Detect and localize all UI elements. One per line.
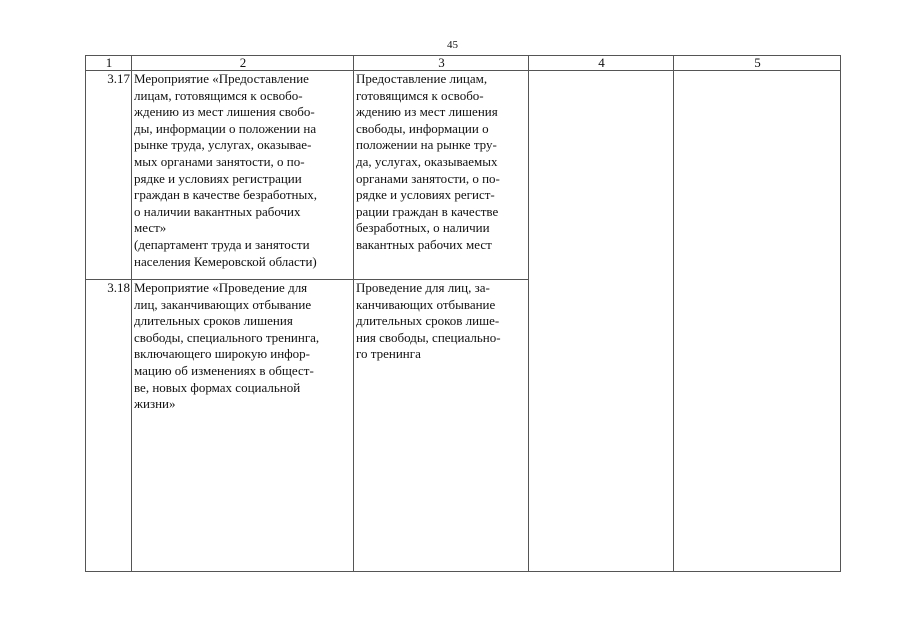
text-line: Мероприятие «Предоставление <box>134 71 309 86</box>
text-line: да, услугах, оказываемых <box>356 153 498 169</box>
column-header-1: 1 <box>86 56 132 71</box>
text-line: безработных, о наличии <box>356 220 490 236</box>
text-line: лиц, заканчивающих отбывание <box>134 296 312 312</box>
text-line: мацию об изменениях в общест- <box>134 362 314 378</box>
header-row <box>86 56 841 71</box>
text-line: свободы, специального тренинга, <box>134 329 320 345</box>
column-header-2: 2 <box>132 56 354 71</box>
column-5-cell <box>674 71 841 572</box>
text-line: положении на рынке тру- <box>356 137 497 153</box>
text-line: Мероприятие «Проведение для <box>134 280 308 295</box>
text-line: мых органами занятости, о по- <box>134 153 305 169</box>
row-number: 3.17 <box>86 71 132 280</box>
text-line: мест» <box>134 220 167 236</box>
text-line: готовящимся к освобо- <box>356 87 484 103</box>
table-row <box>86 71 841 280</box>
measure-description <box>132 280 354 572</box>
column-4-cell <box>529 71 674 572</box>
text-line: Предоставление лицам, <box>356 71 488 86</box>
text-line: населения Кемеровской области) <box>134 253 317 269</box>
text-line: ждению из мест лишения <box>356 104 498 120</box>
column-header-3: 3 <box>354 56 529 71</box>
text-line: рядке и условиях регист- <box>356 187 495 203</box>
text-line: свободы, информации о <box>356 120 489 136</box>
text-line: ды, информации о положении на <box>134 120 317 136</box>
text-line: канчивающих отбывание <box>356 296 496 312</box>
measure-result <box>354 280 529 572</box>
text-line: рядке и условиях регистрации <box>134 170 302 186</box>
text-line: о наличии вакантных рабочих <box>134 203 301 219</box>
text-line: лицам, готовящимся к освобо- <box>134 87 303 103</box>
text-line: (департамент труда и занятости <box>134 236 310 252</box>
row-number: 3.18 <box>86 280 132 572</box>
measure-result <box>354 71 529 280</box>
text-line: длительных сроков лишения <box>134 313 293 329</box>
column-header-5: 5 <box>674 56 841 71</box>
column-header-4: 4 <box>529 56 674 71</box>
text-line: органами занятости, о по- <box>356 170 500 186</box>
text-line: ждению из мест лишения свобо- <box>134 104 315 120</box>
page-number: 45 <box>447 39 458 51</box>
text-line: включающего широкую инфор- <box>134 346 310 362</box>
text-line: вакантных рабочих мест <box>356 236 492 252</box>
measure-description <box>132 71 354 280</box>
text-line: Проведение для лиц, за- <box>356 280 490 295</box>
text-line: граждан в качестве безработных, <box>134 187 317 203</box>
text-line: жизни» <box>134 396 176 412</box>
text-line: ния свободы, специально- <box>356 329 501 345</box>
text-line: го тренинга <box>356 346 421 362</box>
text-line: длительных сроков лише- <box>356 313 500 329</box>
measures-table <box>85 55 841 572</box>
text-line: ве, новых формах социальной <box>134 379 301 395</box>
text-line: рынке труда, услугах, оказывае- <box>134 137 312 153</box>
text-line: рации граждан в качестве <box>356 203 499 219</box>
